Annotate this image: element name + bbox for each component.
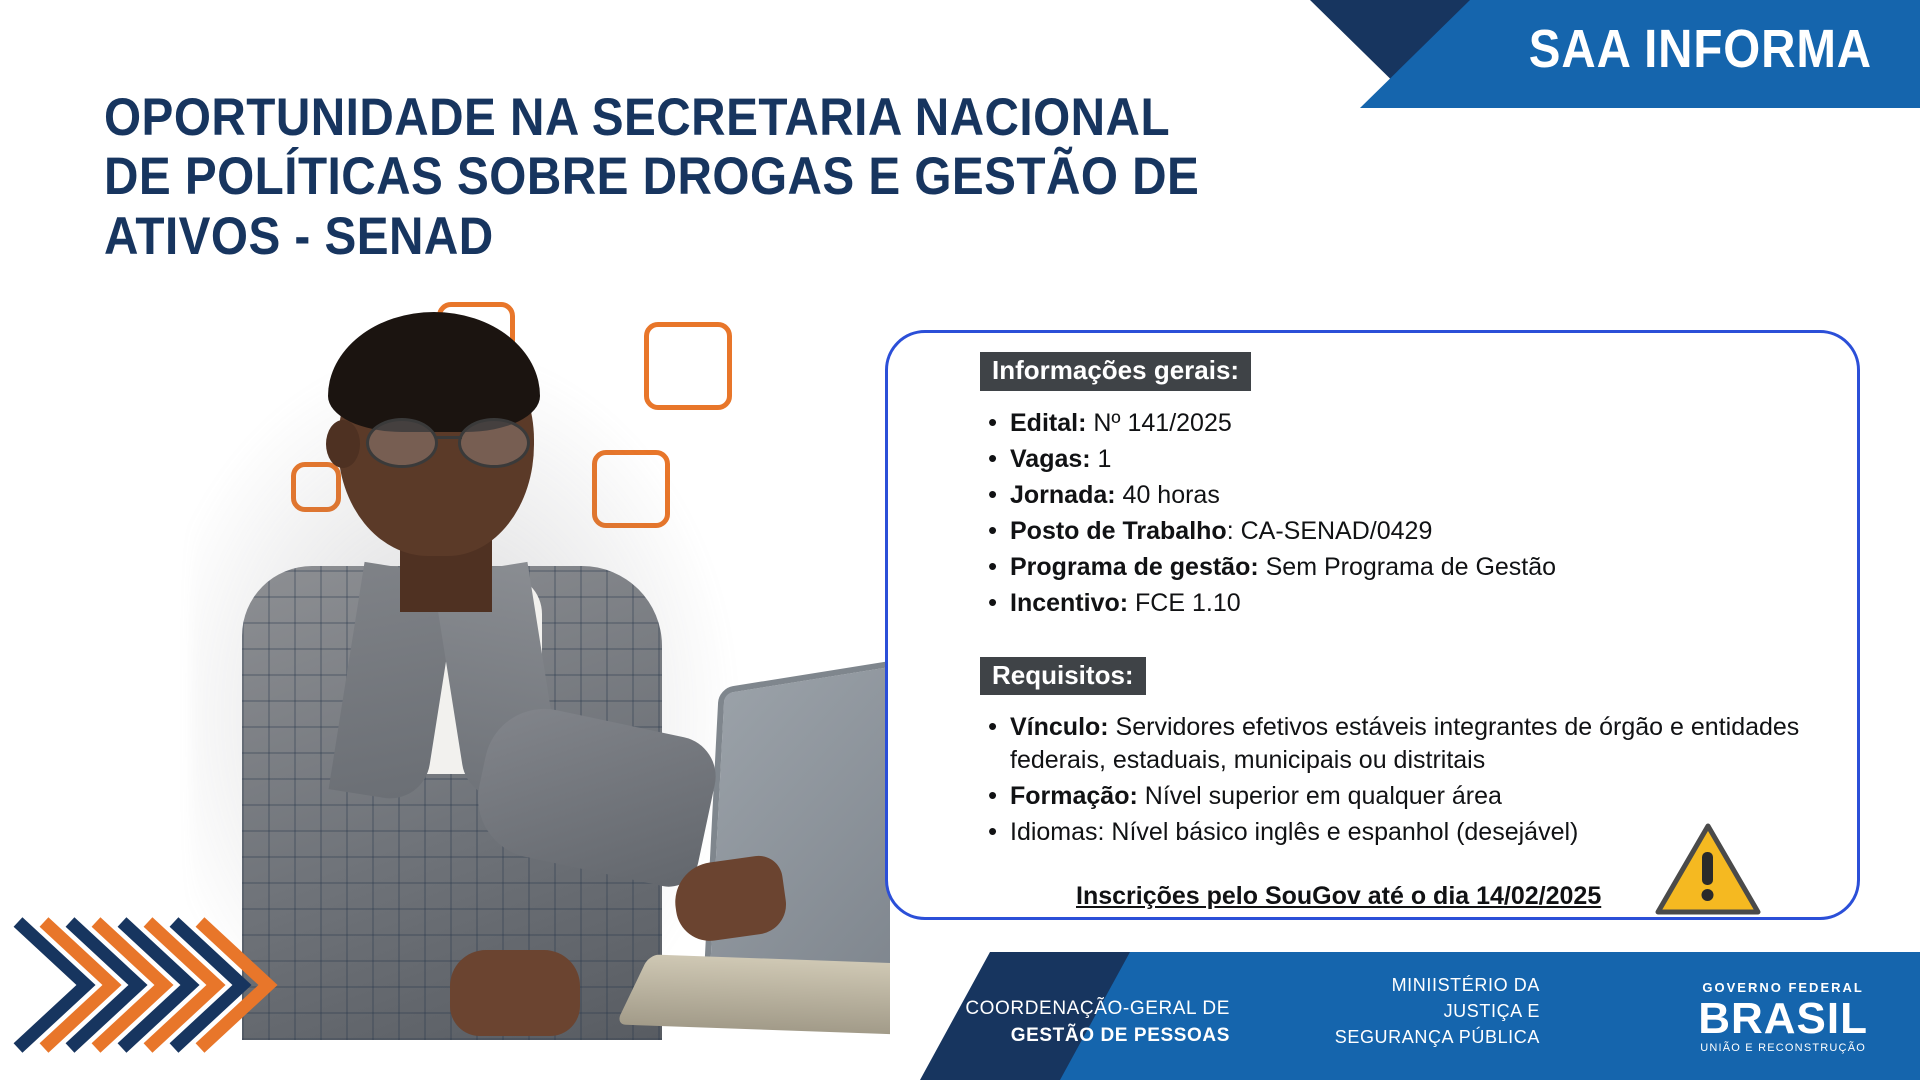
footer-org-text xyxy=(965,995,1230,1050)
glasses-lens-right xyxy=(458,418,530,468)
item-label: Vagas: xyxy=(1010,444,1091,473)
item-label: Edital: xyxy=(1010,408,1087,437)
list-item xyxy=(980,587,1880,620)
item-value: FCE 1.10 xyxy=(1128,588,1241,617)
list-item xyxy=(980,711,1880,777)
item-value: Sem Programa de Gestão xyxy=(1258,552,1557,581)
section-label-requirements: Requisitos: xyxy=(980,657,1146,696)
item-label: Jornada: xyxy=(1010,480,1116,509)
item-value: Nível superior em qualquer área xyxy=(1137,782,1502,811)
list-item xyxy=(980,479,1880,512)
item-value: Nº 141/2025 xyxy=(1086,408,1232,437)
item-value: Servidores efetivos estáveis integrantes de órgão e entidades federais, estaduais, municipais ou distritais xyxy=(1010,713,1800,775)
item-label: Posto de Trabalho xyxy=(1010,516,1227,545)
footer-ministry-line1: MINIISTÉRIO DA xyxy=(1391,974,1540,995)
logo-bottom-text: UNIÃO E RECONSTRUÇÃO xyxy=(1700,1042,1866,1054)
person-ear xyxy=(326,420,360,468)
footer-ministry-text xyxy=(1335,972,1540,1050)
item-label: Programa de gestão: xyxy=(1010,552,1259,581)
item-value: 40 horas xyxy=(1115,480,1220,509)
footer-org-line2: GESTÃO DE PESSOAS xyxy=(1010,1025,1230,1047)
footer xyxy=(0,952,1920,1080)
glasses-icon xyxy=(366,418,536,470)
footer-ministry-line2: JUSTIÇA E xyxy=(1443,1000,1540,1021)
saa-informa-badge: SAA INFORMA xyxy=(1528,19,1872,79)
registration-cta[interactable]: Inscrições pelo SouGov até o dia 14/02/2025 xyxy=(1076,882,1602,911)
section-spacer xyxy=(980,623,1880,657)
list-item xyxy=(980,780,1880,813)
glasses-bridge xyxy=(436,436,462,439)
warning-triangle-icon xyxy=(1655,822,1761,916)
brasil-logo xyxy=(1698,980,1868,1054)
list-item xyxy=(980,515,1880,548)
logo-top-text: GOVERNO FEDERAL xyxy=(1702,980,1864,995)
item-label: Vínculo: xyxy=(1010,713,1109,742)
footer-ministry-line3: SEGURANÇA PÚBLICA xyxy=(1334,1026,1540,1047)
item-value: Idiomas: Nível básico inglês e espanhol (desejável) xyxy=(1010,818,1579,847)
glasses-lens-left xyxy=(366,418,438,468)
logo-main-text: BRASIL xyxy=(1698,994,1868,1043)
footer-org-line1: COORDENAÇÃO-GERAL DE xyxy=(965,997,1230,1019)
section-label-general: Informações gerais: xyxy=(980,352,1251,391)
list-item xyxy=(980,551,1880,584)
item-label: Formação: xyxy=(1010,782,1138,811)
general-info-list xyxy=(980,407,1880,620)
item-label: Incentivo: xyxy=(1010,588,1129,617)
item-value: : CA-SENAD/0429 xyxy=(1226,516,1433,545)
list-item xyxy=(980,443,1880,476)
item-value: 1 xyxy=(1090,444,1112,473)
page-title: OPORTUNIDADE NA SECRETARIA NACIONAL DE POLÍTICAS SOBRE DROGAS E GESTÃO DE ATIVOS - SENAD xyxy=(104,88,1200,266)
list-item xyxy=(980,407,1880,440)
